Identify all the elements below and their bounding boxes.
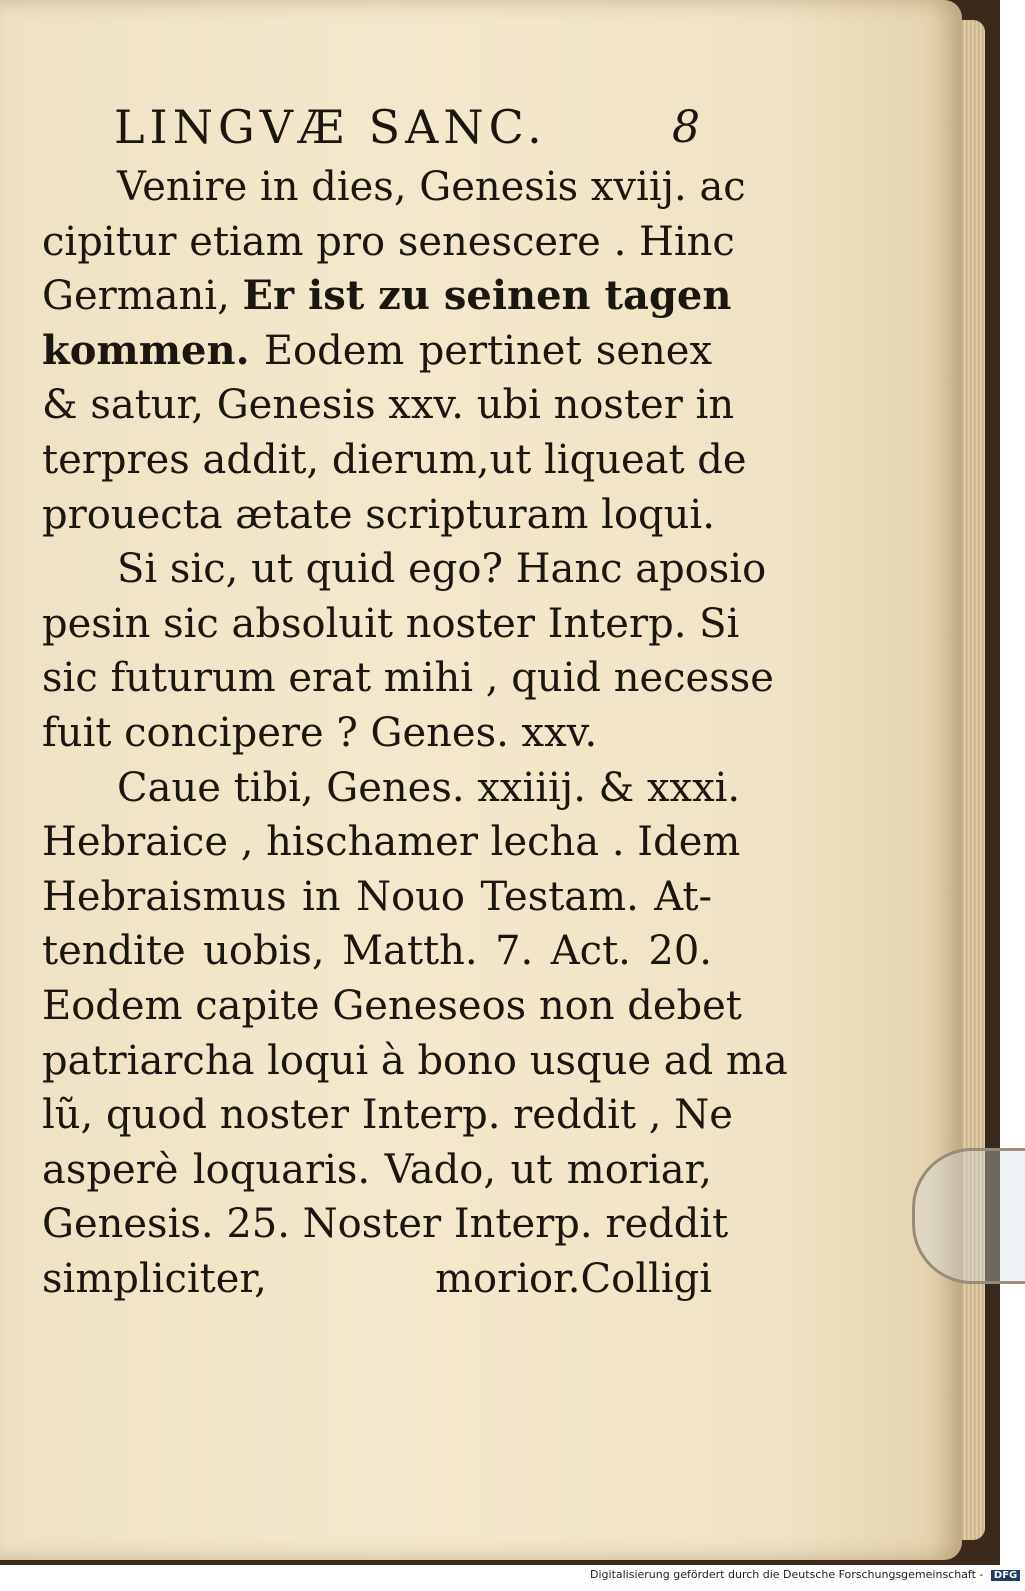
text-line: Hebraismus in Nouo Testam. At- xyxy=(42,873,712,920)
running-title: LINGVÆ SANC. xyxy=(114,100,547,154)
text-line: fuit concipere ? Genes. xxv. xyxy=(42,709,598,756)
running-head xyxy=(42,100,712,160)
text-line xyxy=(42,1252,712,1307)
text-line: cipitur etiam pro senescere . Hinc xyxy=(42,218,735,265)
text-line: prouecta ætate scripturam loqui. xyxy=(42,491,715,538)
text-line-start: Germani, xyxy=(42,273,243,320)
text-line: sic futurum erat mihi , quid necesse xyxy=(42,655,774,702)
text-line: asperè loquaris. Vado, ut moriar, xyxy=(42,1146,712,1193)
footer-text: Digitalisierung gefördert durch die Deutsche Forschungsgemeinschaft - xyxy=(590,1568,984,1581)
text-line: patriarcha loqui à bono usque ad ma xyxy=(42,1037,788,1084)
text-line: Hebraice , hischamer lecha . Idem xyxy=(42,819,741,866)
text-line xyxy=(42,324,712,379)
page-number: 8 xyxy=(672,102,705,153)
text-line: Caue tibi, Genes. xxiiij. & xxxi. xyxy=(117,764,741,811)
text-line xyxy=(42,269,732,324)
text-line: lũ, quod noster Interp. reddit , Ne xyxy=(42,1092,733,1139)
text-line-rest: Eodem pertinet senex xyxy=(263,327,713,374)
text-line: tendite uobis, Matth. 7. Act. 20. xyxy=(42,928,712,975)
german-phrase: Er ist zu seinen tagen xyxy=(242,272,732,320)
catchword: Colligi xyxy=(580,1255,712,1302)
dfg-logo: DFG xyxy=(991,1570,1020,1581)
text-line: Venire in dies, Genesis xviij. ac xyxy=(117,164,746,210)
page-clip xyxy=(912,1148,1025,1284)
text-line: Eodem capite Geneseos non debet xyxy=(42,982,742,1029)
text-line: terpres addit, dierum,ut liqueat de xyxy=(42,436,747,483)
text-line: pesin sic absoluit noster Interp. Si xyxy=(42,600,740,647)
text-line: Si sic, ut quid ego? Hanc aposio xyxy=(117,546,767,593)
footer xyxy=(590,1568,1020,1581)
german-phrase-end: kommen. xyxy=(42,326,250,374)
text-line-start: simpliciter, morior. xyxy=(42,1255,581,1302)
text-line: & satur, Genesis xxv. ubi noster in xyxy=(42,382,735,429)
text-block xyxy=(42,100,788,1306)
text-line: Genesis. 25. Noster Interp. reddit xyxy=(42,1201,729,1248)
